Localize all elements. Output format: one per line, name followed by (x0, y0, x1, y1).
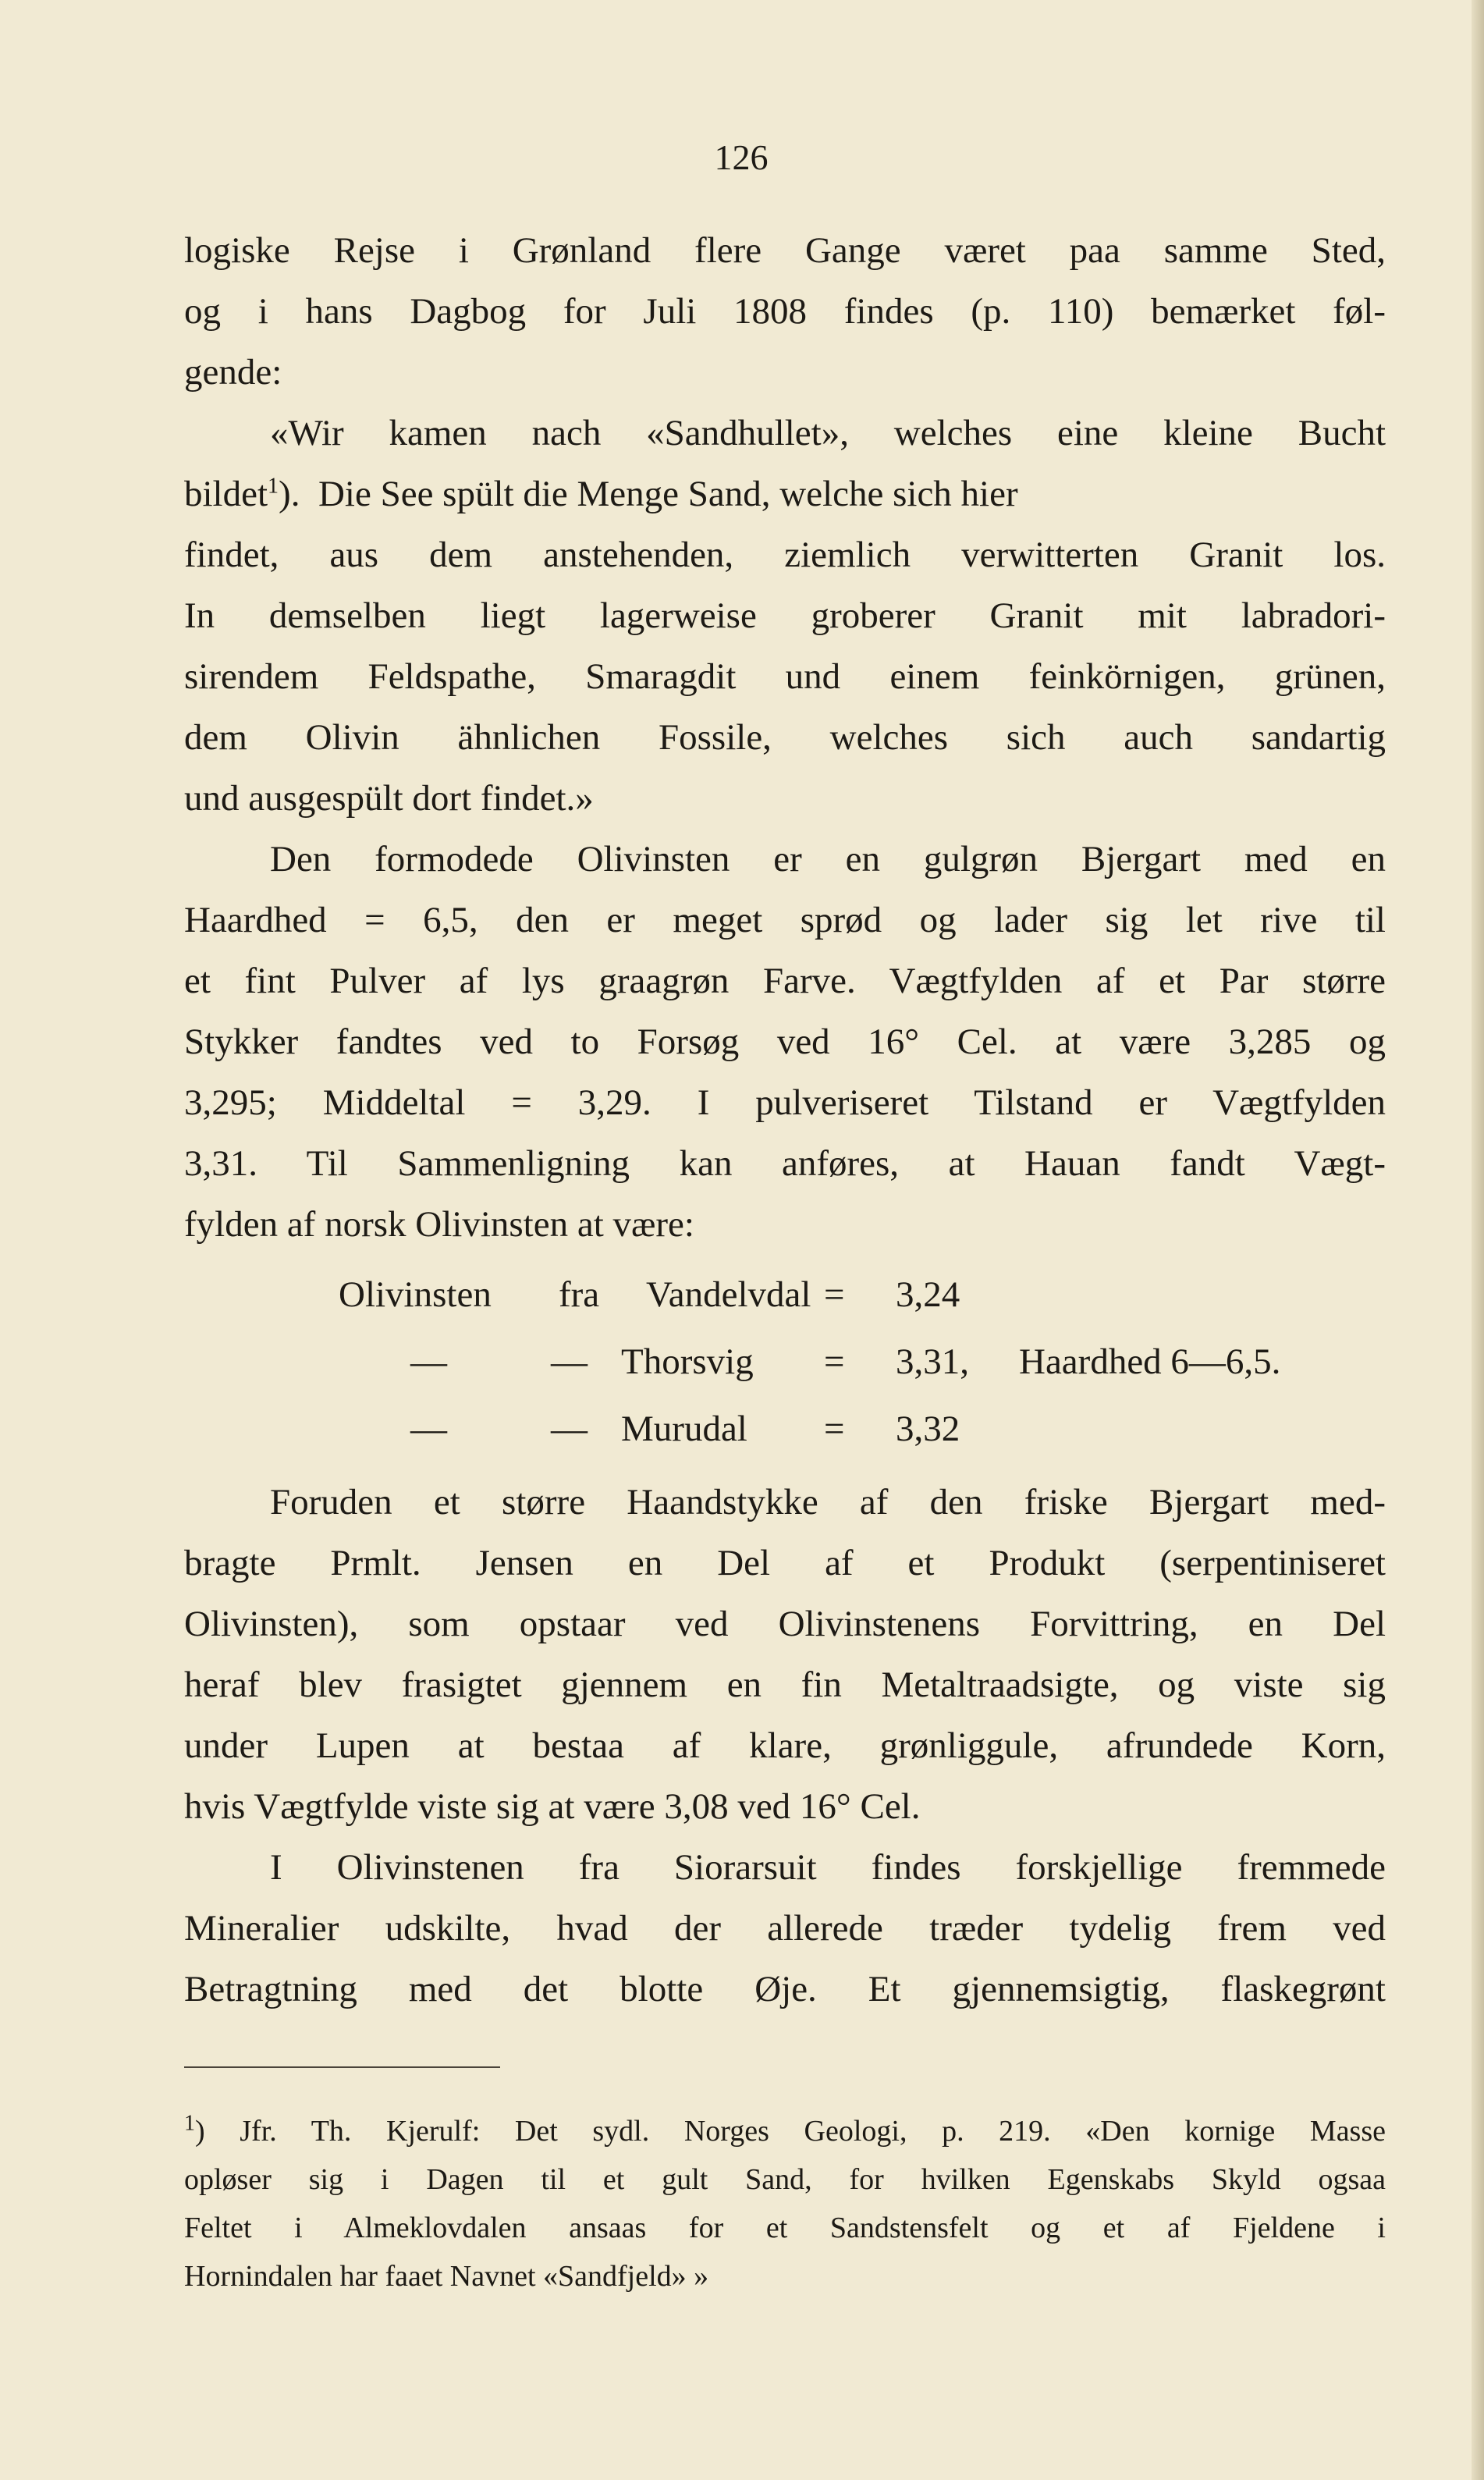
footnote (184, 2107, 1386, 2301)
text-line: bragte Prmlt. Jensen en Del af et Produkt (serpentiniseret (184, 1543, 1386, 1583)
text-line: sirendem Feldspathe, Smaragdit und einem feinkörnigen, grünen, (184, 656, 1386, 697)
text-line: findet, aus dem anstehenden, ziemlich verwitterten Granit los. (184, 535, 1386, 575)
text-line: 3,31. Til Sammenligning kan anføres, at Hauan fandt Vægt- (184, 1143, 1386, 1184)
text-line: Mineralier udskilte, hvad der allerede træder tydelig frem ved (184, 1908, 1386, 1949)
text-segment: ) Jfr. Th. Kjerulf: Det sydl. Norges Geologi, p. 219. «Den kornige Masse (195, 2115, 1386, 2148)
table-cell-ditto: — (551, 1341, 588, 1382)
text-line: Olivinsten), som opstaar ved Olivinstenens Forvittring, en Del (184, 1604, 1386, 1644)
text-line: under Lupen at bestaa af klare, grønliggule, afrundede Korn, (184, 1725, 1386, 1766)
text-line: Den formodede Olivinsten er en gulgrøn Bjergart med en (270, 839, 1386, 879)
footnote-line: opløser sig i Dagen til et gult Sand, for hvilken Egenskabs Skyld ogsaa (184, 2163, 1386, 2196)
text-line: und ausgespült dort findet.» (184, 778, 594, 819)
text-line: «Wir kamen nach «Sandhullet», welches eine kleine Bucht (270, 413, 1386, 453)
text-line: hvis Vægtfylde viste sig at være 3,08 ved 16° Cel. (184, 1786, 921, 1827)
table-cell-equals: = (824, 1341, 845, 1382)
table-cell-value: 3,24 (896, 1274, 960, 1315)
body-text (184, 220, 1386, 2020)
table-cell-ditto: — (410, 1341, 447, 1382)
text-line: dem Olivin ähnlichen Fossile, welches sich auch sandartig (184, 717, 1386, 758)
table-cell-from: fra (559, 1274, 600, 1315)
text-line: fylden af norsk Olivinsten at være: (184, 1204, 694, 1245)
text-segment: bildet (184, 474, 268, 514)
table-row (184, 1264, 1386, 1331)
text-line-with-footnote (184, 464, 1386, 524)
text-line: Stykker fandtes ved to Forsøg ved 16° Cel. at være 3,285 og (184, 1021, 1386, 1062)
table-cell-place: Vandelvdal (646, 1274, 811, 1315)
table-cell-note: Haardhed 6—6,5. (1019, 1341, 1281, 1382)
table-cell-value: 3,31, (896, 1341, 969, 1382)
text-line: 3,295; Middeltal = 3,29. I pulveriseret Tilstand er Vægtfylden (184, 1082, 1386, 1123)
text-line: Haardhed = 6,5, den er meget sprød og lader sig let rive til (184, 900, 1386, 940)
table-cell-ditto: — (410, 1409, 447, 1449)
text-line: Foruden et større Haandstykke af den friske Bjergart med- (270, 1482, 1386, 1522)
table-cell-stone: Olivinsten (339, 1274, 492, 1315)
footnote-line (184, 2107, 1386, 2155)
table-cell-ditto: — (551, 1409, 588, 1449)
table-cell-equals: = (824, 1409, 845, 1449)
text-line: Betragtning med det blotte Øje. Et gjennemsigtig, flaskegrønt (184, 1969, 1386, 2009)
text-line: I Olivinstenen fra Siorarsuit findes forskjellige fremmede (270, 1847, 1386, 1888)
table-cell-value: 3,32 (896, 1409, 960, 1449)
table-row (184, 1331, 1386, 1398)
table-cell-place: Murudal (621, 1409, 747, 1449)
footnote-line: Feltet i Almeklovdalen ansaas for et Sandstensfelt og et af Fjeldene i (184, 2212, 1386, 2244)
footnote-marker: 1 (184, 2111, 195, 2136)
table-cell-equals: = (824, 1274, 845, 1315)
footnote-line: Hornindalen har faaet Navnet «Sandfjeld» » (184, 2260, 709, 2293)
text-line: logiske Rejse i Grønland flere Gange været paa samme Sted, (184, 230, 1386, 271)
text-line: og i hans Dagbog for Juli 1808 findes (p. 110) bemærket føl- (184, 291, 1386, 332)
text-line: gende: (184, 352, 282, 393)
text-line: In demselben liegt lagerweise groberer Granit mit labradori- (184, 595, 1386, 636)
text-line: heraf blev frasigtet gjennem en fin Metaltraadsigte, og viste sig (184, 1665, 1386, 1705)
page-number: 126 (714, 137, 769, 177)
text-line: et fint Pulver af lys graagrøn Farve. Vægtfylden af et Par større (184, 961, 1386, 1001)
text-segment: ). (279, 474, 300, 514)
table-row (184, 1398, 1386, 1466)
footnote-divider (184, 2066, 500, 2068)
page-edge-shadow (1472, 0, 1484, 2480)
table-cell-place: Thorsvig (621, 1341, 754, 1382)
text-segment: Die See spült die Menge Sand, welche sich hier (318, 474, 1018, 514)
footnote-ref: 1 (268, 474, 279, 499)
